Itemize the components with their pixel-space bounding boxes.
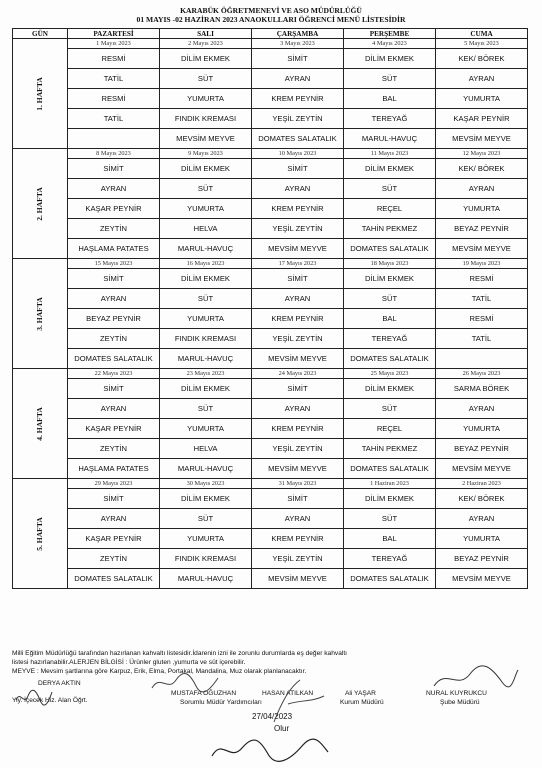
menu-cell: RESMİ xyxy=(436,269,528,289)
date-cell: 23 Mayıs 2023 xyxy=(160,369,252,379)
menu-cell: DOMATES SALATALIK xyxy=(68,349,160,369)
menu-cell: ZEYTİN xyxy=(68,439,160,459)
menu-cell: TEREYAĞ xyxy=(344,549,436,569)
menu-cell: SİMİT xyxy=(68,269,160,289)
menu-cell xyxy=(68,129,160,149)
menu-cell: SİMİT xyxy=(252,159,344,179)
menu-cell: TATİL xyxy=(436,289,528,309)
date-cell: 22 Mayıs 2023 xyxy=(68,369,160,379)
menu-cell: SÜT xyxy=(344,179,436,199)
menu-cell: BEYAZ PEYNİR xyxy=(68,309,160,329)
menu-row xyxy=(13,399,528,419)
menu-cell: YUMURTA xyxy=(436,419,528,439)
menu-cell: AYRAN xyxy=(252,69,344,89)
menu-cell: KAŞAR PEYNİR xyxy=(68,199,160,219)
menu-cell: YEŞİL ZEYTİN xyxy=(252,219,344,239)
date-row xyxy=(13,369,528,379)
menu-cell: DOMATES SALATALIK xyxy=(344,349,436,369)
menu-cell: TATİL xyxy=(436,329,528,349)
menu-cell: DİLİM EKMEK xyxy=(344,269,436,289)
menu-cell: DİLİM EKMEK xyxy=(344,379,436,399)
menu-row xyxy=(13,349,528,369)
menu-row xyxy=(13,379,528,399)
menu-cell: DİLİM EKMEK xyxy=(160,49,252,69)
menu-cell: SÜT xyxy=(160,289,252,309)
menu-cell: YUMURTA xyxy=(436,89,528,109)
menu-cell: REÇEL xyxy=(344,199,436,219)
menu-cell: DİLİM EKMEK xyxy=(344,159,436,179)
menu-row xyxy=(13,489,528,509)
menu-row xyxy=(13,459,528,479)
approval-word: Olur xyxy=(274,724,290,733)
menu-cell: BAL xyxy=(344,89,436,109)
menu-table xyxy=(12,28,528,589)
date-row xyxy=(13,259,528,269)
menu-row xyxy=(13,419,528,439)
header-cell: CUMA xyxy=(436,29,528,39)
menu-cell: KREM PEYNİR xyxy=(252,419,344,439)
menu-cell: KAŞAR PEYNİR xyxy=(68,529,160,549)
signer-5-title: Şube Müdürü xyxy=(440,699,480,706)
date-cell: 19 Mayıs 2023 xyxy=(436,259,528,269)
header-row xyxy=(13,29,528,39)
menu-cell: SÜT xyxy=(344,509,436,529)
menu-cell: KEK/ BÖREK xyxy=(436,159,528,179)
menu-row xyxy=(13,329,528,349)
menu-cell: KREM PEYNİR xyxy=(252,309,344,329)
menu-cell: AYRAN xyxy=(252,289,344,309)
date-row xyxy=(13,149,528,159)
menu-cell: SÜT xyxy=(160,69,252,89)
document-title: KARABÜK ÖĞRETMENEVİ VE ASO MÜDÜRLÜĞÜ xyxy=(180,6,362,15)
menu-cell: HELVA xyxy=(160,219,252,239)
menu-cell: SÜT xyxy=(160,509,252,529)
signer-5-name: NURAL KUYRUKCU xyxy=(426,690,487,697)
menu-cell: SİMİT xyxy=(68,159,160,179)
menu-cell: TATİL xyxy=(68,69,160,89)
menu-cell: YUMURTA xyxy=(160,419,252,439)
date-cell: 24 Mayıs 2023 xyxy=(252,369,344,379)
signer-3-name: HASAN ATILKAN xyxy=(262,690,314,697)
menu-cell: YUMURTA xyxy=(160,529,252,549)
menu-row xyxy=(13,239,528,259)
menu-cell: AYRAN xyxy=(68,509,160,529)
date-cell: 31 Mayıs 2023 xyxy=(252,479,344,489)
menu-cell: TAHİN PEKMEZ xyxy=(344,219,436,239)
menu-cell: SÜT xyxy=(344,399,436,419)
signer-2-name: MUSTAFA OĞUZHAN xyxy=(171,690,237,697)
signer-1-title: Yiy. İçecek Hiz. Alan Öğrt. xyxy=(12,697,88,704)
menu-row xyxy=(13,129,528,149)
menu-cell xyxy=(436,349,528,369)
menu-cell: SÜT xyxy=(160,399,252,419)
document-subtitle: 01 MAYIS -02 HAZİRAN 2023 ANAOKULLARI ÖĞRENCİ MENÜ LİSTESİDİR xyxy=(136,15,406,24)
week-label xyxy=(13,259,68,369)
menu-cell: FINDIK KREMASI xyxy=(160,549,252,569)
menu-row xyxy=(13,509,528,529)
menu-cell: MEVSİM MEYVE xyxy=(252,569,344,589)
menu-cell: YUMURTA xyxy=(160,199,252,219)
menu-cell: MEVSİM MEYVE xyxy=(252,349,344,369)
menu-cell: MEVSİM MEYVE xyxy=(436,569,528,589)
menu-cell: SÜT xyxy=(344,69,436,89)
header-cell: GÜN xyxy=(13,29,68,39)
date-cell: 30 Mayıs 2023 xyxy=(160,479,252,489)
signer-4-name: Ali YAŞAR xyxy=(345,690,376,697)
menu-cell: AYRAN xyxy=(68,399,160,419)
menu-row xyxy=(13,289,528,309)
menu-cell: AYRAN xyxy=(68,179,160,199)
menu-cell: MARUL-HAVUÇ xyxy=(160,239,252,259)
week-label xyxy=(13,149,68,259)
week-label-text: 5. HAFTA xyxy=(34,516,44,551)
week-label-text: 1. HAFTA xyxy=(34,76,44,111)
menu-cell: TEREYAĞ xyxy=(344,329,436,349)
menu-row xyxy=(13,529,528,549)
menu-row xyxy=(13,89,528,109)
menu-cell: MARUL-HAVUÇ xyxy=(160,349,252,369)
menu-cell: DOMATES SALATALIK xyxy=(344,239,436,259)
menu-cell: RESMİ xyxy=(436,309,528,329)
menu-cell: DOMATES SALATALIK xyxy=(252,129,344,149)
menu-cell: YUMURTA xyxy=(436,529,528,549)
date-cell: 2 Haziran 2023 xyxy=(436,479,528,489)
date-cell: 16 Mayıs 2023 xyxy=(160,259,252,269)
date-cell: 8 Mayıs 2023 xyxy=(68,149,160,159)
menu-cell: DİLİM EKMEK xyxy=(160,159,252,179)
header-cell: SALI xyxy=(160,29,252,39)
menu-cell: HAŞLAMA PATATES xyxy=(68,459,160,479)
menu-cell: MEVSİM MEYVE xyxy=(252,239,344,259)
date-cell: 25 Mayıs 2023 xyxy=(344,369,436,379)
signature-1 xyxy=(14,686,54,708)
menu-cell: YEŞİL ZEYTİN xyxy=(252,109,344,129)
signature-5 xyxy=(430,664,520,694)
menu-cell: YEŞİL ZEYTİN xyxy=(252,439,344,459)
menu-cell: DOMATES SALATALIK xyxy=(68,569,160,589)
menu-cell: KREM PEYNİR xyxy=(252,89,344,109)
menu-cell: SİMİT xyxy=(252,269,344,289)
menu-cell: SÜT xyxy=(344,289,436,309)
date-cell: 11 Mayıs 2023 xyxy=(344,149,436,159)
menu-cell: SARMA BÖREK xyxy=(436,379,528,399)
signature-3 xyxy=(270,676,330,726)
menu-cell: REÇEL xyxy=(344,419,436,439)
menu-cell: DİLİM EKMEK xyxy=(160,269,252,289)
menu-cell: AYRAN xyxy=(436,399,528,419)
date-cell: 26 Mayıs 2023 xyxy=(436,369,528,379)
note-line-1: Milli Eğitim Müdürlüğü tarafından hazırlanan kahvaltı listesidir.İdarenin izni ile zorunlu durumlarda eş değer kahvaltı xyxy=(12,650,347,657)
menu-cell: DİLİM EKMEK xyxy=(160,489,252,509)
menu-cell: AYRAN xyxy=(252,399,344,419)
signers-2-3-title: Sorumlu Müdür Yardımcıları xyxy=(180,699,262,706)
menu-row xyxy=(13,309,528,329)
menu-cell: BEYAZ PEYNİR xyxy=(436,549,528,569)
signature-2 xyxy=(150,672,220,694)
menu-row xyxy=(13,159,528,179)
date-cell: 1 Haziran 2023 xyxy=(344,479,436,489)
date-cell: 12 Mayıs 2023 xyxy=(436,149,528,159)
menu-cell: TATİL xyxy=(68,109,160,129)
header-cell: ÇARŞAMBA xyxy=(252,29,344,39)
menu-cell: AYRAN xyxy=(436,69,528,89)
menu-cell: KREM PEYNİR xyxy=(252,529,344,549)
menu-cell: TEREYAĞ xyxy=(344,109,436,129)
menu-cell: RESMİ xyxy=(68,49,160,69)
menu-cell: TAHİN PEKMEZ xyxy=(344,439,436,459)
week-label-text: 4. HAFTA xyxy=(34,406,44,441)
menu-cell: KREM PEYNİR xyxy=(252,199,344,219)
menu-cell: SİMİT xyxy=(68,379,160,399)
menu-cell: YUMURTA xyxy=(436,199,528,219)
date-cell: 1 Mayıs 2023 xyxy=(68,39,160,49)
menu-cell: ZEYTİN xyxy=(68,219,160,239)
menu-cell: MEVSİM MEYVE xyxy=(252,459,344,479)
signature-4 xyxy=(210,736,330,764)
menu-cell: HELVA xyxy=(160,439,252,459)
menu-cell: BEYAZ PEYNİR xyxy=(436,219,528,239)
menu-cell: SİMİT xyxy=(252,489,344,509)
menu-row xyxy=(13,69,528,89)
menu-cell: KAŞAR PEYNİR xyxy=(436,109,528,129)
date-cell: 29 Mayıs 2023 xyxy=(68,479,160,489)
menu-cell: KAŞAR PEYNİR xyxy=(68,419,160,439)
menu-row xyxy=(13,219,528,239)
menu-cell: AYRAN xyxy=(436,179,528,199)
menu-cell: MEVSİM MEYVE xyxy=(436,129,528,149)
approval-date: 27/04/2023 xyxy=(252,712,293,721)
menu-cell: BAL xyxy=(344,529,436,549)
menu-cell: AYRAN xyxy=(252,179,344,199)
menu-cell: AYRAN xyxy=(252,509,344,529)
note-line-2: listesi hazırlanabilir.ALERJEN BİLGİSİ : Ürünler gluten ,yumurta ve süt içerebilir. xyxy=(12,659,246,666)
menu-row xyxy=(13,439,528,459)
week-label xyxy=(13,39,68,149)
menu-cell: MARUL-HAVUÇ xyxy=(160,459,252,479)
menu-cell: FINDIK KREMASI xyxy=(160,329,252,349)
menu-cell: HAŞLAMA PATATES xyxy=(68,239,160,259)
date-cell: 4 Mayıs 2023 xyxy=(344,39,436,49)
week-label xyxy=(13,369,68,479)
menu-cell: YUMURTA xyxy=(160,89,252,109)
menu-cell: DOMATES SALATALIK xyxy=(344,459,436,479)
menu-cell: FINDIK KREMASI xyxy=(160,109,252,129)
menu-row xyxy=(13,549,528,569)
menu-cell: RESMİ xyxy=(68,89,160,109)
date-cell: 18 Mayıs 2023 xyxy=(344,259,436,269)
menu-cell: DİLİM EKMEK xyxy=(344,49,436,69)
menu-cell: MARUL-HAVUÇ xyxy=(344,129,436,149)
menu-body xyxy=(13,39,528,589)
menu-cell: KEK/ BÖREK xyxy=(436,49,528,69)
date-cell: 3 Mayıs 2023 xyxy=(252,39,344,49)
menu-cell: BAL xyxy=(344,309,436,329)
date-cell: 10 Mayıs 2023 xyxy=(252,149,344,159)
menu-cell: ZEYTİN xyxy=(68,329,160,349)
menu-cell: AYRAN xyxy=(68,289,160,309)
date-row xyxy=(13,39,528,49)
menu-cell: AYRAN xyxy=(436,509,528,529)
menu-cell: ZEYTİN xyxy=(68,549,160,569)
date-row xyxy=(13,479,528,489)
menu-cell: MEVSİM MEYVE xyxy=(436,239,528,259)
header-cell: PAZARTESİ xyxy=(68,29,160,39)
signer-1-name: DERYA AKTIN xyxy=(38,680,81,687)
menu-cell: SİMİT xyxy=(252,379,344,399)
menu-cell: BEYAZ PEYNİR xyxy=(436,439,528,459)
menu-cell: YEŞİL ZEYTİN xyxy=(252,549,344,569)
menu-row xyxy=(13,109,528,129)
menu-cell: MARUL-HAVUÇ xyxy=(160,569,252,589)
menu-cell: YEŞİL ZEYTİN xyxy=(252,329,344,349)
menu-row xyxy=(13,269,528,289)
menu-row xyxy=(13,569,528,589)
menu-cell: SÜT xyxy=(160,179,252,199)
menu-cell: DOMATES SALATALIK xyxy=(344,569,436,589)
date-cell: 15 Mayıs 2023 xyxy=(68,259,160,269)
menu-cell: DİLİM EKMEK xyxy=(160,379,252,399)
date-cell: 5 Mayıs 2023 xyxy=(436,39,528,49)
menu-cell: MEVSİM MEYVE xyxy=(436,459,528,479)
menu-cell: SİMİT xyxy=(68,489,160,509)
date-cell: 17 Mayıs 2023 xyxy=(252,259,344,269)
menu-cell: KEK/ BÖREK xyxy=(436,489,528,509)
menu-row xyxy=(13,179,528,199)
week-label-text: 2. HAFTA xyxy=(34,186,44,221)
note-line-3: MEYVE : Mevsim şartlarına göre Karpuz, Erik, Elma, Portakal, Mandalina, Muz olarak planlanacaktır. xyxy=(12,668,307,675)
menu-cell: SİMİT xyxy=(252,49,344,69)
menu-cell: MEVSİM MEYVE xyxy=(160,129,252,149)
week-label-text: 3. HAFTA xyxy=(34,296,44,331)
week-label xyxy=(13,479,68,589)
date-cell: 2 Mayıs 2023 xyxy=(160,39,252,49)
signer-4-title: Kurum Müdürü xyxy=(340,699,384,706)
date-cell: 9 Mayıs 2023 xyxy=(160,149,252,159)
menu-cell: DİLİM EKMEK xyxy=(344,489,436,509)
header-cell: PERŞEMBE xyxy=(344,29,436,39)
menu-cell: YUMURTA xyxy=(160,309,252,329)
menu-row xyxy=(13,199,528,219)
menu-row xyxy=(13,49,528,69)
